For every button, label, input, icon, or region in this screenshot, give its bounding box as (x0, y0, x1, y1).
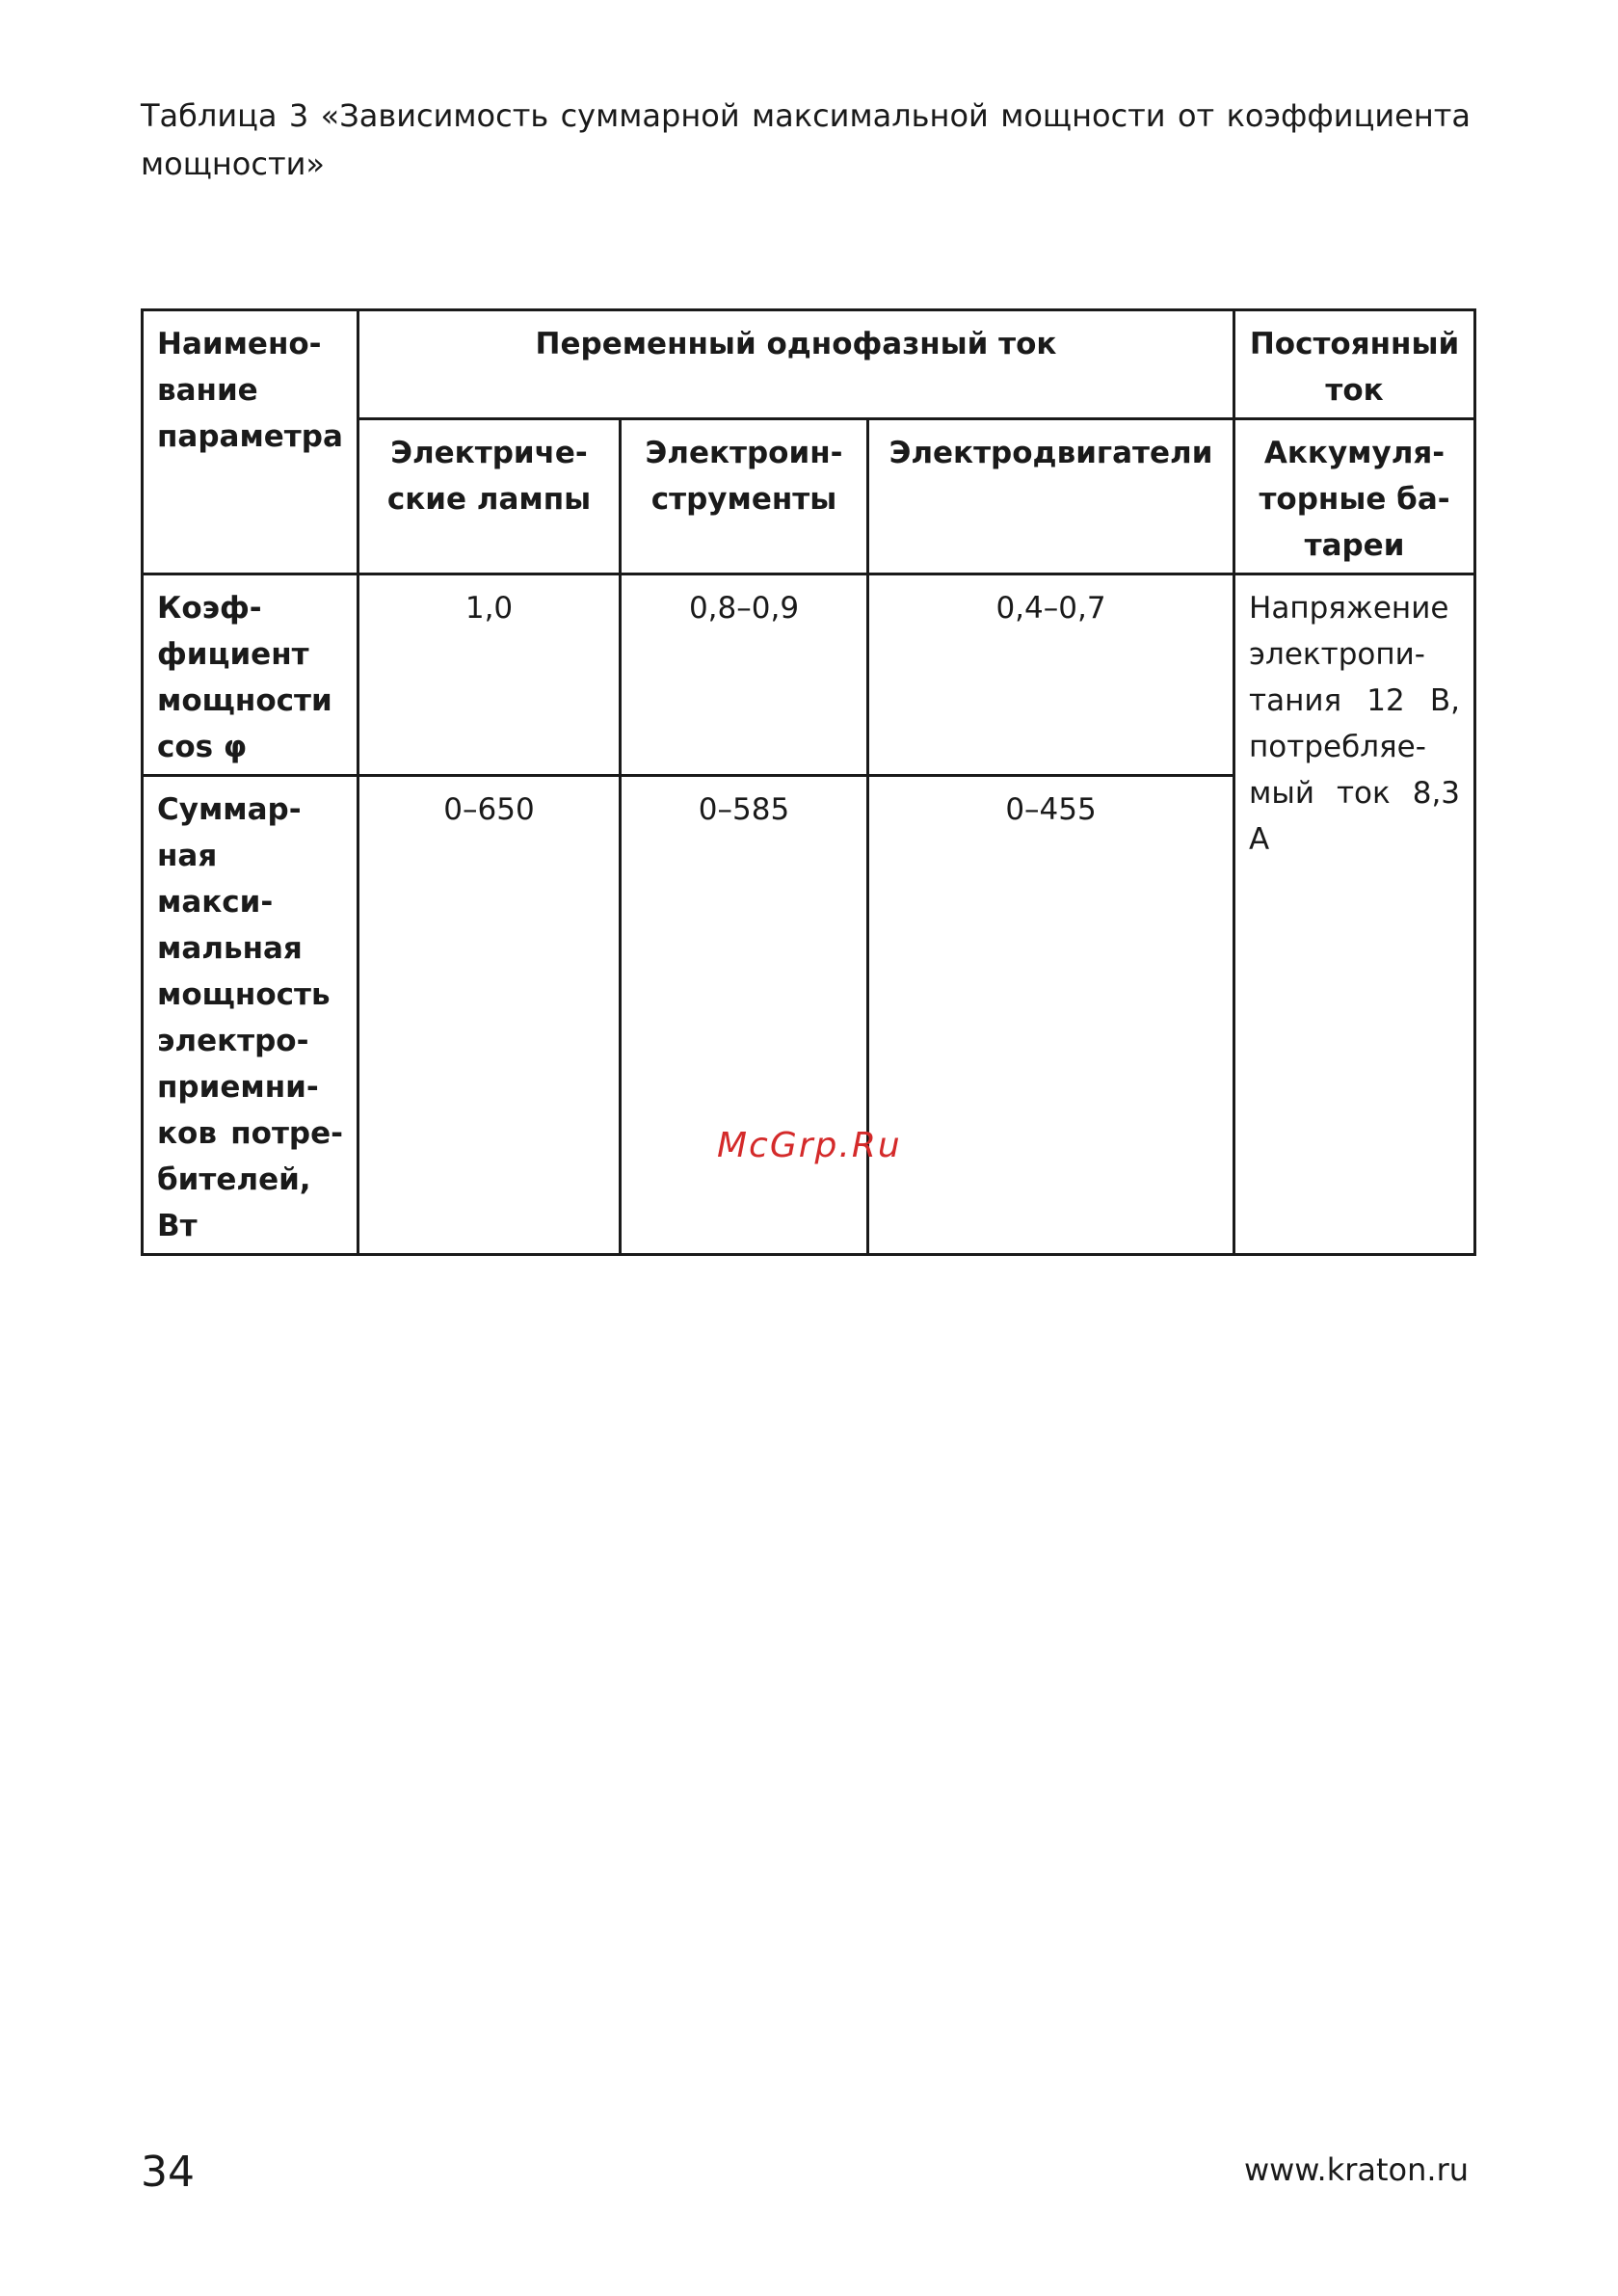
header-col-lamps: Электриче-ские лампы (358, 419, 621, 574)
table-caption: Таблица 3 «Зависимость суммарной максимальной мощности от коэффициента мощности» (141, 97, 1471, 182)
website-link[interactable]: www.kraton.ru (1243, 2151, 1469, 2188)
row-label-power-factor: Коэф-фициент мощности cos φ (143, 574, 358, 776)
cell-lamps-pf: 1,0 (358, 574, 621, 776)
table-row (143, 574, 1475, 776)
watermark: McGrp.Ru (717, 1126, 902, 1165)
header-param-name: Наимено-вание параметра (143, 310, 358, 574)
header-dc-group: Постоянный ток (1234, 310, 1475, 419)
cell-dc-value: Напряжение электропи-тания 12 В, потребляе-мый ток 8,3 А (1234, 574, 1475, 1255)
cell-lamps-power: 0–650 (358, 776, 621, 1255)
page-number: 34 (141, 2148, 195, 2197)
header-col-motors: Электродвигатели (868, 419, 1234, 574)
cell-tools-pf: 0,8–0,9 (621, 574, 868, 776)
header-col-tools: Электроин-струменты (621, 419, 868, 574)
power-factor-table (141, 308, 1476, 1256)
header-ac-group: Переменный однофазный ток (358, 310, 1234, 419)
header-col-batteries: Аккумуля-торные ба-тареи (1234, 419, 1475, 574)
cell-motors-pf: 0,4–0,7 (868, 574, 1234, 776)
cell-motors-power: 0–455 (868, 776, 1234, 1255)
row-label-max-power: Суммар-ная макси-мальная мощность электро-приемни-ков потре-бителей, Вт (143, 776, 358, 1255)
header-row-1 (143, 310, 1475, 419)
cell-tools-power: 0–585 (621, 776, 868, 1255)
